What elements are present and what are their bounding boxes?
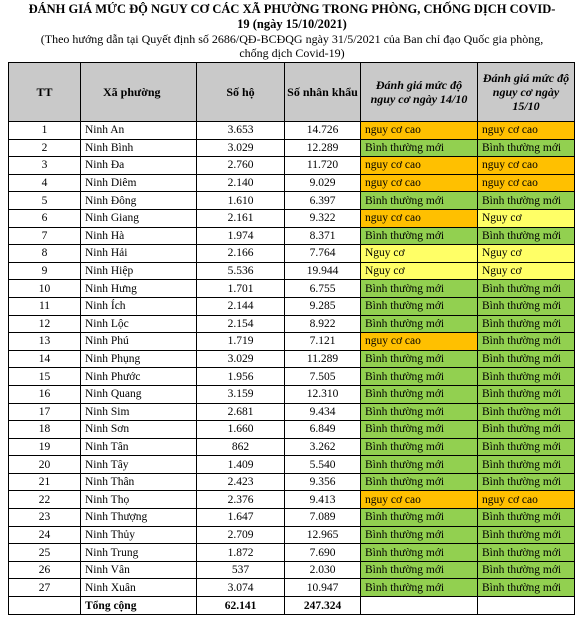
row-ward-name: Ninh Thủy <box>81 526 197 544</box>
table-header-row <box>9 63 575 122</box>
row-tt: 22 <box>9 491 81 509</box>
row-tt: 10 <box>9 280 81 298</box>
table-row <box>9 579 575 597</box>
table-row <box>9 473 575 491</box>
total-population: 247.324 <box>285 597 361 615</box>
row-eval-1510: Bình thường mới <box>478 192 575 210</box>
row-population: 5.540 <box>285 456 361 474</box>
title-line-2: 19 (ngày 15/10/2021) <box>237 17 347 31</box>
row-eval-1510: Bình thường mới <box>478 350 575 368</box>
row-tt: 20 <box>9 456 81 474</box>
row-population: 7.764 <box>285 245 361 263</box>
row-population: 7.089 <box>285 509 361 527</box>
row-tt: 4 <box>9 174 81 192</box>
row-ward-name: Ninh Ích <box>81 297 197 315</box>
row-eval-1410: Bình thường mới <box>361 561 478 579</box>
row-tt: 27 <box>9 579 81 597</box>
row-eval-1510: Bình thường mới <box>478 456 575 474</box>
row-population: 9.322 <box>285 209 361 227</box>
table-row <box>9 509 575 527</box>
table-row <box>9 315 575 333</box>
row-eval-1410: nguy cơ cao <box>361 333 478 351</box>
row-eval-1510: Bình thường mới <box>478 333 575 351</box>
header-ward: Xã phường <box>81 63 197 122</box>
row-tt: 17 <box>9 403 81 421</box>
row-tt: 12 <box>9 315 81 333</box>
row-ward-name: Ninh Hải <box>81 245 197 263</box>
row-ward-name: Ninh Thân <box>81 473 197 491</box>
table-row <box>9 403 575 421</box>
row-households: 2.423 <box>197 473 285 491</box>
row-eval-1510: Bình thường mới <box>478 579 575 597</box>
table-row <box>9 544 575 562</box>
row-population: 8.371 <box>285 227 361 245</box>
row-tt: 3 <box>9 157 81 175</box>
row-population: 10.947 <box>285 579 361 597</box>
row-households: 1.701 <box>197 280 285 298</box>
row-eval-1410: Bình thường mới <box>361 139 478 157</box>
total-eval-1510 <box>478 597 575 615</box>
table-row <box>9 174 575 192</box>
table-row <box>9 192 575 210</box>
row-tt: 26 <box>9 561 81 579</box>
row-households: 2.161 <box>197 209 285 227</box>
row-ward-name: Ninh Phước <box>81 368 197 386</box>
row-eval-1510: Bình thường mới <box>478 227 575 245</box>
row-ward-name: Ninh Phụng <box>81 350 197 368</box>
row-eval-1510: Bình thường mới <box>478 315 575 333</box>
row-households: 2.166 <box>197 245 285 263</box>
row-population: 12.965 <box>285 526 361 544</box>
row-eval-1410: nguy cơ cao <box>361 122 478 140</box>
row-tt: 5 <box>9 192 81 210</box>
row-ward-name: Ninh Sim <box>81 403 197 421</box>
row-eval-1410: Bình thường mới <box>361 421 478 439</box>
row-eval-1410: nguy cơ cao <box>361 491 478 509</box>
row-households: 2.376 <box>197 491 285 509</box>
row-ward-name: Ninh Quang <box>81 385 197 403</box>
table-row <box>9 227 575 245</box>
row-eval-1510: Bình thường mới <box>478 368 575 386</box>
row-tt: 14 <box>9 350 81 368</box>
row-population: 9.356 <box>285 473 361 491</box>
row-tt: 2 <box>9 139 81 157</box>
header-households: Số hộ <box>197 63 285 122</box>
total-households: 62.141 <box>197 597 285 615</box>
row-population: 11.289 <box>285 350 361 368</box>
table-body <box>9 122 575 597</box>
row-households: 1.719 <box>197 333 285 351</box>
row-ward-name: Ninh Hà <box>81 227 197 245</box>
row-households: 1.660 <box>197 421 285 439</box>
row-tt: 8 <box>9 245 81 263</box>
row-eval-1510: nguy cơ cao <box>478 491 575 509</box>
row-eval-1510: Bình thường mới <box>478 297 575 315</box>
row-population: 12.289 <box>285 139 361 157</box>
table-row <box>9 280 575 298</box>
row-tt: 15 <box>9 368 81 386</box>
row-eval-1510: nguy cơ cao <box>478 122 575 140</box>
row-eval-1510: Bình thường mới <box>478 421 575 439</box>
table-row <box>9 561 575 579</box>
row-eval-1410: Bình thường mới <box>361 385 478 403</box>
row-eval-1510: Bình thường mới <box>478 473 575 491</box>
row-households: 1.647 <box>197 509 285 527</box>
row-tt: 21 <box>9 473 81 491</box>
row-households: 1.409 <box>197 456 285 474</box>
row-tt: 7 <box>9 227 81 245</box>
row-households: 2.140 <box>197 174 285 192</box>
total-eval-1410 <box>361 597 478 615</box>
row-ward-name: Ninh Vân <box>81 561 197 579</box>
row-population: 9.434 <box>285 403 361 421</box>
row-eval-1410: Bình thường mới <box>361 350 478 368</box>
row-tt: 25 <box>9 544 81 562</box>
table-row <box>9 421 575 439</box>
row-population: 12.310 <box>285 385 361 403</box>
row-eval-1410: Bình thường mới <box>361 544 478 562</box>
row-eval-1410: Bình thường mới <box>361 192 478 210</box>
table-row <box>9 122 575 140</box>
row-eval-1510: nguy cơ cao <box>478 157 575 175</box>
row-ward-name: Ninh Thượng <box>81 509 197 527</box>
row-tt: 13 <box>9 333 81 351</box>
row-households: 3.653 <box>197 122 285 140</box>
row-eval-1410: nguy cơ cao <box>361 157 478 175</box>
row-tt: 6 <box>9 209 81 227</box>
row-eval-1510: Bình thường mới <box>478 139 575 157</box>
row-tt: 1 <box>9 122 81 140</box>
row-households: 2.154 <box>197 315 285 333</box>
table-row <box>9 297 575 315</box>
row-households: 2.760 <box>197 157 285 175</box>
row-ward-name: Ninh Tây <box>81 456 197 474</box>
row-eval-1410: Bình thường mới <box>361 297 478 315</box>
row-eval-1410: nguy cơ cao <box>361 209 478 227</box>
risk-assessment-table <box>8 62 575 615</box>
row-eval-1510: Bình thường mới <box>478 403 575 421</box>
table-row <box>9 209 575 227</box>
row-households: 1.872 <box>197 544 285 562</box>
row-ward-name: Ninh An <box>81 122 197 140</box>
row-eval-1410: Bình thường mới <box>361 280 478 298</box>
row-population: 2.030 <box>285 561 361 579</box>
table-row <box>9 526 575 544</box>
row-households: 3.074 <box>197 579 285 597</box>
row-ward-name: Ninh Lộc <box>81 315 197 333</box>
row-ward-name: Ninh Đông <box>81 192 197 210</box>
row-households: 1.610 <box>197 192 285 210</box>
row-eval-1510: Bình thường mới <box>478 526 575 544</box>
row-eval-1410: nguy cơ cao <box>361 174 478 192</box>
row-ward-name: Ninh Sơn <box>81 421 197 439</box>
row-population: 11.720 <box>285 157 361 175</box>
row-ward-name: Ninh Bình <box>81 139 197 157</box>
row-eval-1510: Nguy cơ <box>478 209 575 227</box>
row-eval-1410: Bình thường mới <box>361 526 478 544</box>
table-row <box>9 262 575 280</box>
row-eval-1410: Nguy cơ <box>361 245 478 263</box>
row-households: 1.956 <box>197 368 285 386</box>
row-households: 2.709 <box>197 526 285 544</box>
row-population: 3.262 <box>285 438 361 456</box>
row-eval-1510: Bình thường mới <box>478 544 575 562</box>
table-row <box>9 491 575 509</box>
table-row <box>9 333 575 351</box>
row-households: 862 <box>197 438 285 456</box>
row-households: 2.144 <box>197 297 285 315</box>
header-eval-1510: Đánh giá mức độ nguy cơ ngày 15/10 <box>478 63 575 122</box>
table-row <box>9 385 575 403</box>
row-households: 537 <box>197 561 285 579</box>
row-ward-name: Ninh Xuân <box>81 579 197 597</box>
row-eval-1410: Bình thường mới <box>361 403 478 421</box>
row-eval-1510: Nguy cơ <box>478 245 575 263</box>
row-population: 14.726 <box>285 122 361 140</box>
table-row <box>9 438 575 456</box>
total-row <box>9 597 575 615</box>
row-households: 3.029 <box>197 350 285 368</box>
row-eval-1410: Bình thường mới <box>361 315 478 333</box>
header-eval-1410: Đánh giá mức độ nguy cơ ngày 14/10 <box>361 63 478 122</box>
row-population: 6.755 <box>285 280 361 298</box>
row-ward-name: Ninh Đa <box>81 157 197 175</box>
total-label: Tổng cộng <box>81 597 197 615</box>
row-tt: 11 <box>9 297 81 315</box>
table-row <box>9 456 575 474</box>
row-eval-1410: Bình thường mới <box>361 579 478 597</box>
row-eval-1410: Bình thường mới <box>361 456 478 474</box>
row-population: 7.121 <box>285 333 361 351</box>
row-tt: 16 <box>9 385 81 403</box>
header-population: Số nhân khẩu <box>285 63 361 122</box>
row-tt: 9 <box>9 262 81 280</box>
row-population: 6.849 <box>285 421 361 439</box>
row-population: 8.922 <box>285 315 361 333</box>
row-population: 7.690 <box>285 544 361 562</box>
row-eval-1410: Bình thường mới <box>361 368 478 386</box>
row-eval-1410: Bình thường mới <box>361 438 478 456</box>
row-population: 7.505 <box>285 368 361 386</box>
row-eval-1510: nguy cơ cao <box>478 174 575 192</box>
row-ward-name: Ninh Hiệp <box>81 262 197 280</box>
row-eval-1510: Bình thường mới <box>478 280 575 298</box>
subtitle-line-1: (Theo hướng dẫn tại Quyết định số 2686/QĐ-BCĐQG ngày 31/5/2021 của Ban chỉ đạo Quốc gia phòng, <box>40 32 544 46</box>
row-ward-name: Ninh Diêm <box>81 174 197 192</box>
table-row <box>9 157 575 175</box>
row-tt: 24 <box>9 526 81 544</box>
row-eval-1510: Bình thường mới <box>478 509 575 527</box>
row-eval-1510: Nguy cơ <box>478 262 575 280</box>
row-households: 2.681 <box>197 403 285 421</box>
row-households: 5.536 <box>197 262 285 280</box>
row-eval-1410: Bình thường mới <box>361 227 478 245</box>
row-eval-1410: Bình thường mới <box>361 473 478 491</box>
row-population: 9.285 <box>285 297 361 315</box>
row-population: 9.413 <box>285 491 361 509</box>
row-population: 6.397 <box>285 192 361 210</box>
row-ward-name: Ninh Thọ <box>81 491 197 509</box>
table-row <box>9 350 575 368</box>
table-row <box>9 245 575 263</box>
row-ward-name: Ninh Giang <box>81 209 197 227</box>
row-ward-name: Ninh Trung <box>81 544 197 562</box>
page-title <box>4 2 580 32</box>
row-ward-name: Ninh Phú <box>81 333 197 351</box>
row-tt: 18 <box>9 421 81 439</box>
row-eval-1510: Bình thường mới <box>478 385 575 403</box>
title-line-1: ĐÁNH GIÁ MỨC ĐỘ NGUY CƠ CÁC XÃ PHƯỜNG TRONG PHÒNG, CHỐNG DỊCH COVID- <box>28 2 556 16</box>
row-tt: 23 <box>9 509 81 527</box>
table-row <box>9 368 575 386</box>
row-population: 19.944 <box>285 262 361 280</box>
table-row <box>9 139 575 157</box>
total-tt <box>9 597 81 615</box>
row-eval-1510: Bình thường mới <box>478 561 575 579</box>
page-subtitle <box>4 32 580 60</box>
row-ward-name: Ninh Tân <box>81 438 197 456</box>
row-population: 9.029 <box>285 174 361 192</box>
row-ward-name: Ninh Hưng <box>81 280 197 298</box>
row-eval-1410: Bình thường mới <box>361 509 478 527</box>
row-eval-1410: Nguy cơ <box>361 262 478 280</box>
row-households: 3.029 <box>197 139 285 157</box>
row-households: 1.974 <box>197 227 285 245</box>
row-households: 3.159 <box>197 385 285 403</box>
subtitle-line-2: chống dịch Covid-19) <box>239 46 345 60</box>
row-eval-1510: Bình thường mới <box>478 438 575 456</box>
header-tt: TT <box>9 63 81 122</box>
row-tt: 19 <box>9 438 81 456</box>
